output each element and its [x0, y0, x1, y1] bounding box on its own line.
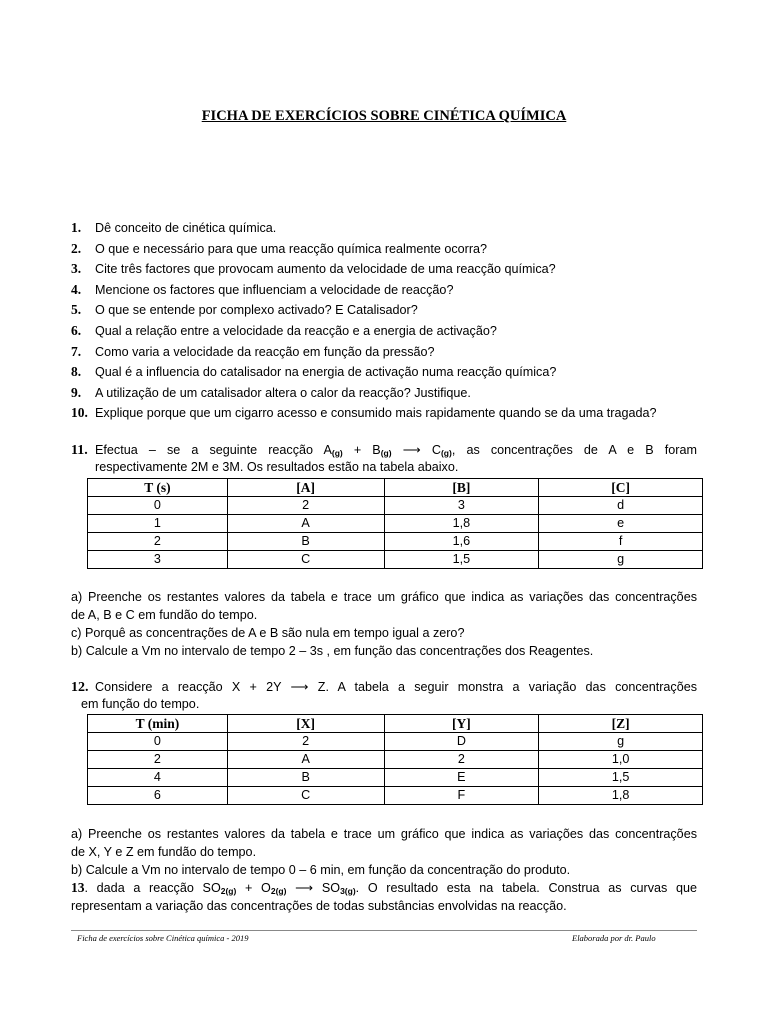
- question-number: 11.: [71, 443, 88, 458]
- question-8: [71, 362, 701, 383]
- question-number: 8.: [71, 364, 82, 380]
- subquestion-a-line-1: a) Preenche os restantes valores da tabela e trace um gráfico que indica as variações das concentrações: [71, 827, 697, 841]
- header-cell: [Y]: [384, 715, 539, 733]
- table-cell: B: [227, 533, 384, 551]
- table-cell: 1: [88, 515, 228, 533]
- question-text: O que e necessário para que uma reacção química realmente ocorra?: [95, 241, 488, 256]
- table-cell: 1,0: [539, 751, 703, 769]
- table-cell: 1,6: [384, 533, 539, 551]
- table-cell: d: [539, 497, 703, 515]
- question-text: Cite três factores que provocam aumento da velocidade de uma reacção química?: [95, 262, 556, 277]
- table-cell: C: [227, 787, 384, 805]
- table-cell: 1,5: [539, 769, 703, 787]
- table-row: [88, 751, 703, 769]
- table-header-row: [88, 715, 703, 733]
- question-number: 5.: [71, 302, 82, 318]
- table-row: [88, 551, 703, 569]
- q13-text-post: . O resultado esta na tabela. Construa as curvas que: [355, 881, 698, 895]
- table-row: [88, 533, 703, 551]
- q13-text-pre: . dada a reacção SO: [84, 881, 221, 895]
- question-text: Como varia a velocidade da reacção em função da pressão?: [95, 344, 435, 359]
- table-cell: 2: [227, 497, 384, 515]
- table-cell: 1,8: [384, 515, 539, 533]
- question-number: 12.: [71, 680, 89, 695]
- question-number: 10.: [71, 405, 88, 421]
- question-text: Explique porque que um cigarro acesso e consumido mais rapidamente quando se da uma tragada?: [95, 406, 657, 421]
- table-cell: 2: [88, 751, 228, 769]
- table-cell: 2: [88, 533, 228, 551]
- question-number: 2.: [71, 240, 82, 256]
- q11-text-a: Efectua – se a seguinte reacção A: [95, 443, 332, 457]
- q11-subscript-a: (g): [331, 448, 343, 458]
- q13-subscript-2: 2(g): [270, 886, 287, 896]
- q11-text-post: , as concentrações de A e B foram: [451, 443, 697, 457]
- table-cell: 3: [384, 497, 539, 515]
- table-cell: A: [227, 751, 384, 769]
- footer-divider: [71, 930, 697, 931]
- question-text: Qual é a influencia do catalisador na energia de activação numa reacção química?: [95, 365, 557, 380]
- q13-subscript-3: 3(g): [340, 886, 356, 896]
- q11-text-plus: + B: [342, 443, 381, 457]
- question-text: O que se entende por complexo activado? E Catalisador?: [95, 303, 418, 318]
- question-number: 4.: [71, 281, 82, 297]
- table-cell: F: [384, 787, 539, 805]
- question-text: A utilização de um catalisador altera o calor da reacção? Justifique.: [95, 385, 471, 400]
- question-list: [71, 218, 701, 424]
- question-number: 13: [71, 880, 85, 895]
- question-13: [71, 879, 697, 915]
- q13-text-mid1: + O: [236, 881, 271, 895]
- table-cell: e: [539, 515, 703, 533]
- question-11-line-2: respectivamente 2M e 3M. Os resultados estão na tabela abaixo.: [95, 460, 459, 474]
- page-title: FICHA DE EXERCÍCIOS SOBRE CINÉTICA QUÍMICA: [201, 108, 567, 124]
- question-2: [71, 239, 701, 260]
- table-cell: 2: [384, 751, 539, 769]
- header-cell: [C]: [539, 479, 703, 497]
- question-12-subquestions: [71, 825, 697, 879]
- table-cell: g: [539, 733, 703, 751]
- table-row: [88, 733, 703, 751]
- q11-subscript-c: (g): [440, 448, 452, 458]
- q13-subscript-1: 2(g): [220, 886, 237, 896]
- header-cell: T (min): [88, 715, 228, 733]
- question-text: Mencione os factores que influenciam a velocidade de reacção?: [95, 282, 454, 297]
- question-number: 6.: [71, 322, 82, 338]
- subquestion-a-line-2: de X, Y e Z em fundão do tempo.: [71, 845, 257, 859]
- table-cell: B: [227, 769, 384, 787]
- q11-text-arrow: ⟶ C: [391, 443, 441, 457]
- table-cell: A: [227, 515, 384, 533]
- footer-left-text: Ficha de exercícios sobre Cinética química - 2019: [77, 933, 249, 943]
- table-cell: 0: [88, 733, 228, 751]
- table-row: [88, 497, 703, 515]
- table-row: [88, 769, 703, 787]
- table-cell: 4: [88, 769, 228, 787]
- table-row: [88, 787, 703, 805]
- question-11-header: [71, 442, 697, 476]
- subquestion-a-line-2: de A, B e C em fundão do tempo.: [71, 608, 258, 622]
- table-cell: C: [227, 551, 384, 569]
- question-12-line-1: Considere a reacção X + 2Y ⟶ Z. A tabela a seguir monstra a variação das concentrações: [95, 680, 697, 694]
- question-11-subquestions: [71, 588, 697, 660]
- header-cell: T (s): [88, 479, 228, 497]
- question-number: 3.: [71, 261, 82, 277]
- question-text: Dê conceito de cinética química.: [95, 221, 277, 235]
- question-4: [71, 280, 701, 301]
- question-text: Qual a relação entre a velocidade da reacção e a energia de activação?: [95, 323, 497, 338]
- q11-subscript-b: (g): [380, 448, 392, 458]
- table-cell: 6: [88, 787, 228, 805]
- header-cell: [A]: [227, 479, 384, 497]
- table-cell: 3: [88, 551, 228, 569]
- table-cell: g: [539, 551, 703, 569]
- question-number: 1.: [71, 220, 82, 235]
- table-cell: 1,5: [384, 551, 539, 569]
- table-cell: E: [384, 769, 539, 787]
- table-header-row: [88, 479, 703, 497]
- question-12-header: [71, 679, 697, 713]
- subquestion-c: c) Porquê as concentrações de A e B são nula em tempo igual a zero?: [71, 626, 465, 640]
- question-1: [71, 218, 701, 239]
- question-3: [71, 259, 701, 280]
- question-13-line-1: [71, 879, 697, 897]
- table-cell: 2: [227, 733, 384, 751]
- table-cell: 1,8: [539, 787, 703, 805]
- question-number: 7.: [71, 343, 82, 359]
- header-cell: [Z]: [539, 715, 703, 733]
- footer-right-text: Elaborada por dr. Paulo: [572, 933, 656, 943]
- table-row: [88, 515, 703, 533]
- table-cell: 0: [88, 497, 228, 515]
- table-q11: [87, 478, 703, 569]
- question-12-line-2: em função do tempo.: [81, 697, 200, 711]
- table-cell: f: [539, 533, 703, 551]
- question-9: [71, 383, 701, 404]
- question-5: [71, 300, 701, 321]
- q13-text-mid2: ⟶ SO: [286, 881, 341, 895]
- question-7: [71, 342, 701, 363]
- question-6: [71, 321, 701, 342]
- table-cell: D: [384, 733, 539, 751]
- question-number: 9.: [71, 384, 82, 400]
- table-q12: [87, 714, 703, 805]
- header-cell: [B]: [384, 479, 539, 497]
- header-cell: [X]: [227, 715, 384, 733]
- question-11-line-1: [95, 442, 697, 459]
- question-13-line-2: representam a variação das concentrações de todas substâncias envolvidas na reacção.: [71, 899, 567, 913]
- subquestion-b: b) Calcule a Vm no intervalo de tempo 0 – 6 min, em função da concentração do produto.: [71, 863, 571, 877]
- subquestion-b: b) Calcule a Vm no intervalo de tempo 2 – 3s , em função das concentrações dos Reagentes.: [71, 644, 594, 658]
- question-10: [71, 403, 701, 424]
- subquestion-a-line-1: a) Preenche os restantes valores da tabela e trace um gráfico que indica as variações das concentrações: [71, 590, 697, 604]
